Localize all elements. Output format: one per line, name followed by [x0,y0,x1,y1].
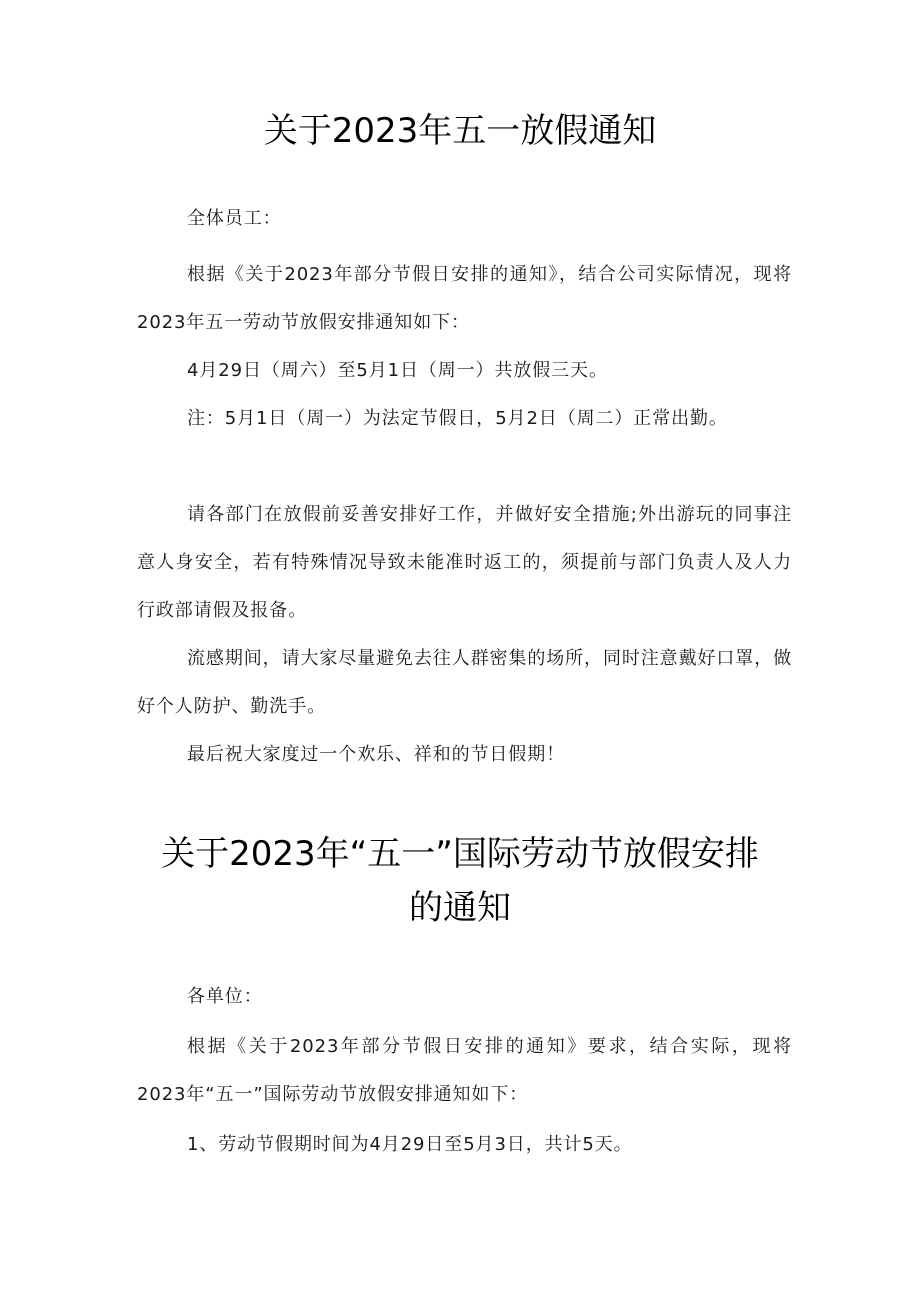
notice-1-title: 关于2023年五一放假通知 [263,111,657,151]
notice-1-paragraph-1: 根据《关于2023年部分节假日安排的通知》，结合公司实际情况，现将2023年五一劳动节放假安排通知如下： [137,264,792,333]
notice-1-greeting: 全体员工： [187,208,282,229]
notice-1-paragraph-6: 最后祝大家度过一个欢乐、祥和的节日假期！ [187,744,565,765]
notice-1-paragraph-2: 4月29日（周六）至5月1日（周一）共放假三天。 [187,360,608,381]
notice-2-greeting: 各单位： [187,986,263,1007]
notice-2-paragraph-1: 根据《关于2023年部分节假日安排的通知》要求，结合实际，现将2023年“五一”国际劳动节放假安排通知如下： [137,1036,792,1105]
notice-1-paragraph-5: 流感期间，请大家尽量避免去往人群密集的场所，同时注意戴好口罩，做好个人防护、勤洗手。 [137,648,792,717]
notice-2-title-line-2: 的通知 [409,888,511,928]
notice-1-paragraph-4: 请各部门在放假前妥善安排好工作，并做好安全措施;外出游玩的同事注意人身安全，若有特殊情况导致未能准时返工的，须提前与部门负责人及人力行政部请假及报备。 [137,504,792,621]
notice-2-title [120,827,800,935]
notice-2-paragraph-2: 1、劳动节假期时间为4月29日至5月3日，共计5天。 [187,1134,633,1155]
notice-1-paragraph-3: 注：5月1日（周一）为法定节假日，5月2日（周二）正常出勤。 [187,408,728,429]
notice-2-title-line-1: 关于2023年“五一”国际劳动节放假安排 [161,834,759,874]
